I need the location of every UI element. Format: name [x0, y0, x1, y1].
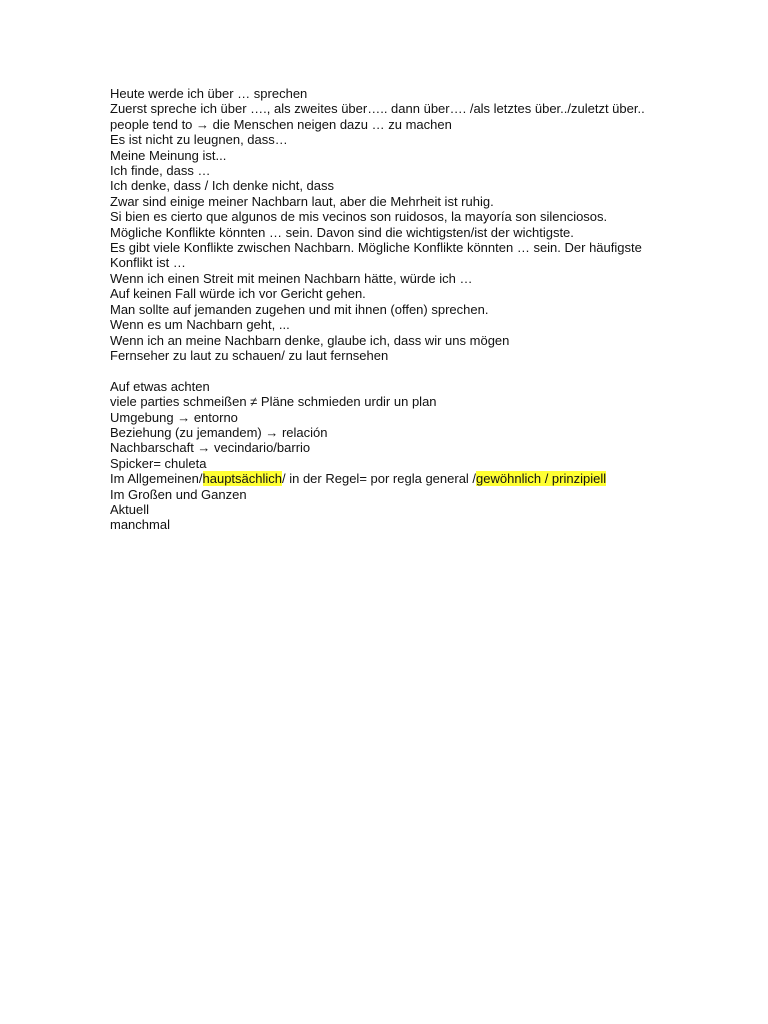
text-line: Auf etwas achten: [110, 378, 210, 394]
text-line: Man sollte auf jemanden zugehen und mit ihnen (offen) sprechen.: [110, 301, 489, 317]
text-line: Heute werde ich über … sprechen: [110, 86, 308, 101]
document-body: [110, 86, 670, 533]
text-line: Es gibt viele Konflikte zwischen Nachbarn. Mögliche Konflikte könnten … sein. Der häufigste Konflikt ist …: [110, 240, 642, 271]
text-line: Fernseher zu laut zu schauen/ zu laut fernsehen: [110, 347, 389, 363]
text-segment: Im Allgemeinen/: [110, 471, 203, 487]
text-line: Spicker= chuleta: [110, 455, 207, 471]
text-line: Im Großen und Ganzen: [110, 486, 247, 502]
text-line: Si bien es cierto que algunos de mis vecinos son ruidosos, la mayoría son silenciosos.: [110, 209, 608, 225]
text-line: Zuerst spreche ich über …., als zweites über….. dann über…. /als letztes über../zuletzt über..: [110, 101, 645, 117]
text-line: Zwar sind einige meiner Nachbarn laut, aber die Mehrheit ist ruhig.: [110, 193, 494, 209]
text-line: Meine Meinung ist...: [110, 147, 227, 163]
text-line: people tend to → die Menschen neigen dazu … zu machen: [110, 116, 452, 132]
text-line: Wenn es um Nachbarn geht, ...: [110, 317, 290, 333]
text-line: Wenn ich an meine Nachbarn denke, glaube ich, dass wir uns mögen: [110, 332, 510, 348]
highlighted-text: hauptsächlich: [202, 471, 282, 487]
text-line: Es ist nicht zu leugnen, dass…: [110, 132, 288, 148]
text-line: Auf keinen Fall würde ich vor Gericht gehen.: [110, 286, 366, 302]
text-line: Beziehung (zu jemandem) → relación: [110, 424, 328, 440]
text-line: Ich denke, dass / Ich denke nicht, dass: [110, 178, 335, 194]
text-line: Nachbarschaft → vecindario/barrio: [110, 440, 311, 456]
text-line: Umgebung → entorno: [110, 409, 238, 425]
text-line: manchmal: [110, 517, 170, 533]
text-line: Ich finde, dass …: [110, 163, 211, 179]
text-line: viele parties schmeißen ≠ Pläne schmieden urdir un plan: [110, 394, 437, 410]
highlighted-text: gewöhnlich / prinzipiell: [476, 471, 607, 487]
blank-line: [110, 363, 670, 378]
text-line: Mögliche Konflikte könnten … sein. Davon sind die wichtigsten/ist der wichtigste.: [110, 224, 574, 240]
text-line: Aktuell: [110, 501, 150, 517]
highlighted-text-line: [110, 471, 670, 486]
text-segment: / in der Regel= por regla general /: [282, 471, 477, 487]
text-line: Wenn ich einen Streit mit meinen Nachbarn hätte, würde ich …: [110, 270, 473, 286]
